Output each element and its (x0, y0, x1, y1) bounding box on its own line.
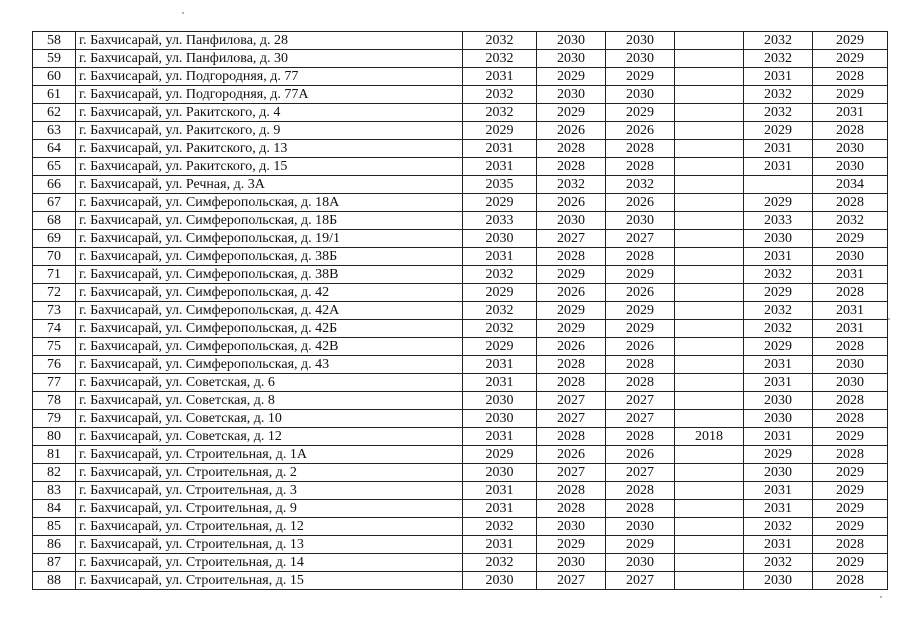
year-cell-3: 2027 (606, 230, 675, 248)
address-cell: г. Бахчисарай, ул. Симферопольская, д. 38В (76, 266, 463, 284)
row-number-cell: 60 (33, 68, 76, 86)
table-row (33, 536, 888, 554)
table-row (33, 302, 888, 320)
row-number-cell: 77 (33, 374, 76, 392)
row-number-cell: 82 (33, 464, 76, 482)
year-cell-3: 2028 (606, 158, 675, 176)
year-cell-1: 2032 (463, 302, 537, 320)
year-cell-2: 2030 (537, 212, 606, 230)
table-row (33, 122, 888, 140)
address-cell: г. Бахчисарай, ул. Строительная, д. 12 (76, 518, 463, 536)
year-cell-5: 2031 (744, 248, 813, 266)
year-cell-3: 2027 (606, 464, 675, 482)
year-cell-2: 2032 (537, 176, 606, 194)
row-number-cell: 66 (33, 176, 76, 194)
row-number-cell: 68 (33, 212, 76, 230)
year-cell-2: 2029 (537, 320, 606, 338)
year-cell-4 (675, 68, 744, 86)
year-cell-3: 2030 (606, 50, 675, 68)
repair-schedule-table (32, 31, 888, 590)
year-cell-6: 2030 (813, 356, 888, 374)
address-cell: г. Бахчисарай, ул. Ракитского, д. 15 (76, 158, 463, 176)
row-number-cell: 62 (33, 104, 76, 122)
row-number-cell: 85 (33, 518, 76, 536)
year-cell-5: 2031 (744, 500, 813, 518)
table-row (33, 104, 888, 122)
year-cell-2: 2026 (537, 122, 606, 140)
year-cell-6: 2029 (813, 464, 888, 482)
year-cell-4 (675, 50, 744, 68)
year-cell-5: 2032 (744, 32, 813, 50)
year-cell-4 (675, 86, 744, 104)
year-cell-5: 2032 (744, 554, 813, 572)
year-cell-2: 2026 (537, 338, 606, 356)
row-number-cell: 70 (33, 248, 76, 266)
year-cell-6: 2029 (813, 518, 888, 536)
table-row (33, 86, 888, 104)
table-row (33, 410, 888, 428)
table-row (33, 374, 888, 392)
address-cell: г. Бахчисарай, ул. Строительная, д. 1А (76, 446, 463, 464)
year-cell-1: 2030 (463, 572, 537, 590)
year-cell-4 (675, 176, 744, 194)
year-cell-5: 2031 (744, 428, 813, 446)
address-cell: г. Бахчисарай, ул. Симферопольская, д. 19/1 (76, 230, 463, 248)
table-row (33, 158, 888, 176)
year-cell-5: 2033 (744, 212, 813, 230)
row-number-cell: 71 (33, 266, 76, 284)
table-row (33, 50, 888, 68)
year-cell-5: 2030 (744, 230, 813, 248)
year-cell-6: 2028 (813, 446, 888, 464)
year-cell-3: 2029 (606, 302, 675, 320)
row-number-cell: 75 (33, 338, 76, 356)
year-cell-2: 2028 (537, 356, 606, 374)
year-cell-3: 2030 (606, 32, 675, 50)
year-cell-2: 2028 (537, 140, 606, 158)
year-cell-5: 2032 (744, 50, 813, 68)
address-cell: г. Бахчисарай, ул. Панфилова, д. 30 (76, 50, 463, 68)
year-cell-4 (675, 464, 744, 482)
address-cell: г. Бахчисарай, ул. Строительная, д. 13 (76, 536, 463, 554)
year-cell-3: 2028 (606, 374, 675, 392)
row-number-cell: 88 (33, 572, 76, 590)
year-cell-4 (675, 122, 744, 140)
year-cell-6: 2031 (813, 320, 888, 338)
address-cell: г. Бахчисарай, ул. Панфилова, д. 28 (76, 32, 463, 50)
year-cell-2: 2028 (537, 428, 606, 446)
year-cell-4 (675, 32, 744, 50)
address-cell: г. Бахчисарай, ул. Советская, д. 8 (76, 392, 463, 410)
year-cell-3: 2028 (606, 356, 675, 374)
table-row (33, 176, 888, 194)
year-cell-1: 2031 (463, 482, 537, 500)
year-cell-4 (675, 374, 744, 392)
year-cell-1: 2032 (463, 266, 537, 284)
year-cell-5: 2029 (744, 338, 813, 356)
year-cell-3: 2026 (606, 338, 675, 356)
year-cell-2: 2030 (537, 50, 606, 68)
year-cell-3: 2030 (606, 86, 675, 104)
address-cell: г. Бахчисарай, ул. Строительная, д. 3 (76, 482, 463, 500)
row-number-cell: 63 (33, 122, 76, 140)
year-cell-4 (675, 194, 744, 212)
year-cell-2: 2027 (537, 410, 606, 428)
year-cell-1: 2033 (463, 212, 537, 230)
row-number-cell: 58 (33, 32, 76, 50)
year-cell-1: 2031 (463, 356, 537, 374)
year-cell-6: 2030 (813, 248, 888, 266)
year-cell-6: 2029 (813, 32, 888, 50)
table-row (33, 266, 888, 284)
year-cell-6: 2032 (813, 212, 888, 230)
row-number-cell: 79 (33, 410, 76, 428)
year-cell-1: 2032 (463, 104, 537, 122)
year-cell-4 (675, 482, 744, 500)
year-cell-1: 2029 (463, 194, 537, 212)
year-cell-1: 2032 (463, 50, 537, 68)
year-cell-2: 2030 (537, 32, 606, 50)
table-row (33, 464, 888, 482)
year-cell-3: 2029 (606, 104, 675, 122)
table-row (33, 248, 888, 266)
year-cell-2: 2028 (537, 500, 606, 518)
table-row (33, 194, 888, 212)
year-cell-1: 2030 (463, 464, 537, 482)
year-cell-2: 2027 (537, 230, 606, 248)
year-cell-2: 2026 (537, 284, 606, 302)
row-number-cell: 59 (33, 50, 76, 68)
year-cell-2: 2029 (537, 266, 606, 284)
table-row (33, 428, 888, 446)
schedule-table-body (33, 32, 888, 590)
year-cell-5: 2032 (744, 518, 813, 536)
year-cell-1: 2030 (463, 410, 537, 428)
table-row (33, 392, 888, 410)
year-cell-4 (675, 554, 744, 572)
year-cell-5: 2029 (744, 194, 813, 212)
year-cell-1: 2031 (463, 374, 537, 392)
row-number-cell: 83 (33, 482, 76, 500)
table-row (33, 212, 888, 230)
year-cell-3: 2028 (606, 428, 675, 446)
year-cell-3: 2029 (606, 536, 675, 554)
year-cell-1: 2031 (463, 536, 537, 554)
year-cell-1: 2029 (463, 338, 537, 356)
year-cell-1: 2029 (463, 446, 537, 464)
year-cell-1: 2031 (463, 68, 537, 86)
year-cell-3: 2029 (606, 68, 675, 86)
year-cell-6: 2028 (813, 122, 888, 140)
year-cell-6: 2028 (813, 392, 888, 410)
year-cell-4 (675, 518, 744, 536)
table-row (33, 230, 888, 248)
year-cell-1: 2030 (463, 392, 537, 410)
year-cell-3: 2028 (606, 482, 675, 500)
year-cell-6: 2028 (813, 572, 888, 590)
year-cell-1: 2029 (463, 122, 537, 140)
year-cell-1: 2031 (463, 158, 537, 176)
year-cell-5: 2031 (744, 68, 813, 86)
year-cell-6: 2028 (813, 68, 888, 86)
address-cell: г. Бахчисарай, ул. Симферопольская, д. 42 (76, 284, 463, 302)
year-cell-3: 2029 (606, 320, 675, 338)
table-row (33, 284, 888, 302)
table-row (33, 482, 888, 500)
year-cell-4: 2018 (675, 428, 744, 446)
table-row (33, 140, 888, 158)
row-number-cell: 78 (33, 392, 76, 410)
year-cell-6: 2029 (813, 86, 888, 104)
table-row (33, 356, 888, 374)
year-cell-5: 2030 (744, 410, 813, 428)
year-cell-1: 2030 (463, 230, 537, 248)
year-cell-2: 2030 (537, 86, 606, 104)
year-cell-6: 2029 (813, 554, 888, 572)
year-cell-1: 2031 (463, 248, 537, 266)
year-cell-4 (675, 140, 744, 158)
address-cell: г. Бахчисарай, ул. Симферопольская, д. 18Б (76, 212, 463, 230)
year-cell-2: 2027 (537, 464, 606, 482)
year-cell-4 (675, 158, 744, 176)
scan-speck (182, 12, 184, 14)
year-cell-3: 2030 (606, 212, 675, 230)
year-cell-5: 2032 (744, 302, 813, 320)
year-cell-2: 2026 (537, 446, 606, 464)
year-cell-5: 2030 (744, 464, 813, 482)
address-cell: г. Бахчисарай, ул. Симферопольская, д. 42Б (76, 320, 463, 338)
year-cell-2: 2029 (537, 68, 606, 86)
row-number-cell: 86 (33, 536, 76, 554)
year-cell-5: 2031 (744, 356, 813, 374)
year-cell-6: 2028 (813, 194, 888, 212)
row-number-cell: 69 (33, 230, 76, 248)
year-cell-2: 2029 (537, 536, 606, 554)
year-cell-3: 2029 (606, 266, 675, 284)
address-cell: г. Бахчисарай, ул. Симферопольская, д. 42А (76, 302, 463, 320)
address-cell: г. Бахчисарай, ул. Ракитского, д. 13 (76, 140, 463, 158)
row-number-cell: 84 (33, 500, 76, 518)
year-cell-6: 2030 (813, 158, 888, 176)
address-cell: г. Бахчисарай, ул. Ракитского, д. 9 (76, 122, 463, 140)
year-cell-3: 2030 (606, 518, 675, 536)
year-cell-5: 2030 (744, 392, 813, 410)
year-cell-6: 2034 (813, 176, 888, 194)
table-row (33, 320, 888, 338)
year-cell-6: 2028 (813, 410, 888, 428)
row-number-cell: 61 (33, 86, 76, 104)
table-row (33, 554, 888, 572)
year-cell-3: 2026 (606, 446, 675, 464)
year-cell-4 (675, 338, 744, 356)
year-cell-5: 2031 (744, 374, 813, 392)
year-cell-4 (675, 266, 744, 284)
year-cell-2: 2029 (537, 302, 606, 320)
row-number-cell: 67 (33, 194, 76, 212)
table-row (33, 446, 888, 464)
document-sheet (32, 31, 888, 590)
year-cell-4 (675, 248, 744, 266)
year-cell-4 (675, 320, 744, 338)
table-row (33, 32, 888, 50)
address-cell: г. Бахчисарай, ул. Симферопольская, д. 42В (76, 338, 463, 356)
address-cell: г. Бахчисарай, ул. Подгородняя, д. 77 (76, 68, 463, 86)
year-cell-6: 2029 (813, 428, 888, 446)
table-row (33, 500, 888, 518)
year-cell-2: 2028 (537, 482, 606, 500)
year-cell-4 (675, 356, 744, 374)
year-cell-1: 2031 (463, 500, 537, 518)
address-cell: г. Бахчисарай, ул. Строительная, д. 15 (76, 572, 463, 590)
year-cell-2: 2027 (537, 392, 606, 410)
year-cell-5: 2031 (744, 536, 813, 554)
row-number-cell: 87 (33, 554, 76, 572)
year-cell-3: 2026 (606, 194, 675, 212)
year-cell-3: 2032 (606, 176, 675, 194)
year-cell-4 (675, 410, 744, 428)
year-cell-1: 2032 (463, 86, 537, 104)
year-cell-5: 2032 (744, 266, 813, 284)
year-cell-5: 2031 (744, 482, 813, 500)
year-cell-4 (675, 284, 744, 302)
row-number-cell: 65 (33, 158, 76, 176)
year-cell-4 (675, 230, 744, 248)
address-cell: г. Бахчисарай, ул. Подгородняя, д. 77А (76, 86, 463, 104)
year-cell-2: 2028 (537, 158, 606, 176)
scan-speck (880, 596, 882, 598)
year-cell-4 (675, 104, 744, 122)
year-cell-1: 2032 (463, 320, 537, 338)
year-cell-6: 2029 (813, 482, 888, 500)
year-cell-2: 2029 (537, 104, 606, 122)
row-number-cell: 74 (33, 320, 76, 338)
year-cell-2: 2028 (537, 248, 606, 266)
year-cell-2: 2030 (537, 518, 606, 536)
year-cell-5 (744, 176, 813, 194)
year-cell-5: 2032 (744, 104, 813, 122)
address-cell: г. Бахчисарай, ул. Речная, д. 3А (76, 176, 463, 194)
year-cell-6: 2029 (813, 500, 888, 518)
year-cell-3: 2027 (606, 392, 675, 410)
year-cell-2: 2028 (537, 374, 606, 392)
year-cell-5: 2032 (744, 86, 813, 104)
year-cell-6: 2028 (813, 536, 888, 554)
address-cell: г. Бахчисарай, ул. Ракитского, д. 4 (76, 104, 463, 122)
year-cell-6: 2028 (813, 338, 888, 356)
year-cell-6: 2029 (813, 50, 888, 68)
address-cell: г. Бахчисарай, ул. Советская, д. 6 (76, 374, 463, 392)
year-cell-4 (675, 572, 744, 590)
row-number-cell: 80 (33, 428, 76, 446)
table-row (33, 572, 888, 590)
year-cell-1: 2032 (463, 554, 537, 572)
address-cell: г. Бахчисарай, ул. Строительная, д. 9 (76, 500, 463, 518)
year-cell-4 (675, 392, 744, 410)
address-cell: г. Бахчисарай, ул. Симферопольская, д. 38Б (76, 248, 463, 266)
year-cell-2: 2027 (537, 572, 606, 590)
year-cell-3: 2027 (606, 572, 675, 590)
year-cell-5: 2029 (744, 122, 813, 140)
address-cell: г. Бахчисарай, ул. Строительная, д. 14 (76, 554, 463, 572)
row-number-cell: 73 (33, 302, 76, 320)
year-cell-4 (675, 500, 744, 518)
year-cell-6: 2028 (813, 284, 888, 302)
year-cell-3: 2026 (606, 284, 675, 302)
year-cell-3: 2027 (606, 410, 675, 428)
year-cell-3: 2028 (606, 248, 675, 266)
address-cell: г. Бахчисарай, ул. Советская, д. 12 (76, 428, 463, 446)
year-cell-4 (675, 212, 744, 230)
year-cell-6: 2030 (813, 374, 888, 392)
year-cell-1: 2031 (463, 140, 537, 158)
year-cell-6: 2031 (813, 302, 888, 320)
year-cell-4 (675, 302, 744, 320)
row-number-cell: 64 (33, 140, 76, 158)
year-cell-1: 2032 (463, 32, 537, 50)
row-number-cell: 81 (33, 446, 76, 464)
address-cell: г. Бахчисарай, ул. Советская, д. 10 (76, 410, 463, 428)
row-number-cell: 72 (33, 284, 76, 302)
year-cell-1: 2035 (463, 176, 537, 194)
year-cell-4 (675, 446, 744, 464)
year-cell-5: 2030 (744, 572, 813, 590)
year-cell-1: 2031 (463, 428, 537, 446)
row-number-cell: 76 (33, 356, 76, 374)
year-cell-3: 2028 (606, 500, 675, 518)
year-cell-5: 2032 (744, 320, 813, 338)
table-row (33, 68, 888, 86)
year-cell-4 (675, 536, 744, 554)
year-cell-6: 2030 (813, 140, 888, 158)
year-cell-6: 2031 (813, 104, 888, 122)
year-cell-1: 2032 (463, 518, 537, 536)
year-cell-1: 2029 (463, 284, 537, 302)
address-cell: г. Бахчисарай, ул. Симферопольская, д. 43 (76, 356, 463, 374)
year-cell-5: 2029 (744, 284, 813, 302)
address-cell: г. Бахчисарай, ул. Симферопольская, д. 18А (76, 194, 463, 212)
year-cell-5: 2029 (744, 446, 813, 464)
year-cell-3: 2030 (606, 554, 675, 572)
year-cell-2: 2030 (537, 554, 606, 572)
address-cell: г. Бахчисарай, ул. Строительная, д. 2 (76, 464, 463, 482)
year-cell-5: 2031 (744, 158, 813, 176)
year-cell-5: 2031 (744, 140, 813, 158)
table-row (33, 338, 888, 356)
year-cell-3: 2028 (606, 140, 675, 158)
year-cell-3: 2026 (606, 122, 675, 140)
table-row (33, 518, 888, 536)
year-cell-6: 2031 (813, 266, 888, 284)
scan-speck (888, 318, 890, 320)
year-cell-2: 2026 (537, 194, 606, 212)
year-cell-6: 2029 (813, 230, 888, 248)
